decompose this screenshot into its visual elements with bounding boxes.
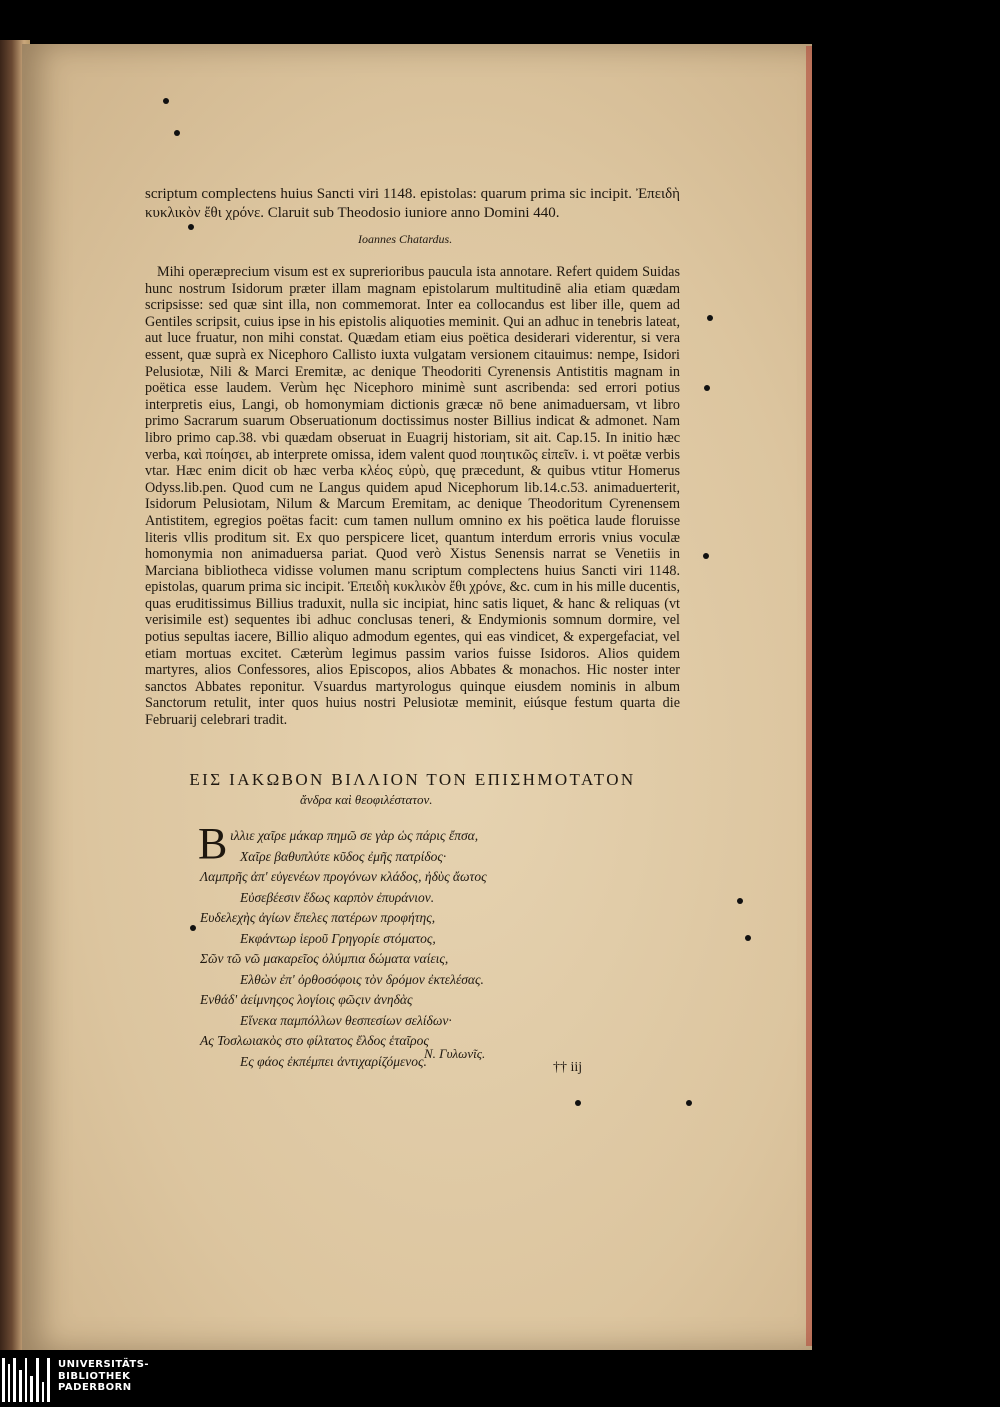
logo-line: PADERBORN [58,1382,132,1393]
ink-spot [745,935,751,941]
poem-line: Ευδελεχὴς ἀγίων ἔπελες πατέρων προφήτης, [200,910,436,925]
poem-line: Ες φάος ἐκπέμπει ἀντιχαρίζόμενος. [240,1053,427,1069]
poem-line: Ας Τοσλωιακὸς στο φίλτατος ἔλδος ἑταῖρος [200,1033,429,1048]
top-paragraph: scriptum complectens huius Sancti viri 1148. epistolas: quarum prima sic incipit. Ἐπειδὴ κυκλικὸν ἔθι χρόνε. Claruit sub Theodosio iuniore anno Domini 440. [145,186,680,221]
ink-spot [163,98,169,104]
signature-mark: †† iij [553,1060,583,1075]
logo-line: BIBLIOTHEK [58,1370,131,1382]
ink-spot [707,315,713,321]
main-paragraph [145,264,680,729]
ink-spot [188,224,194,230]
poem-line: Ελθὼν ἐπ' ὀρθοσόφοις τὸν δρόμον ἐκτελέσας. [240,971,484,987]
poem-line: Εἵνεκα παμπόλλων θεσπεσίων σελίδων· [240,1012,452,1028]
poem-author: Ν. Γυλωνῖς. [424,1046,486,1061]
ink-spot [686,1100,692,1106]
library-logo-text [58,1359,149,1394]
ink-spot [704,385,710,391]
poem-subheading: ἄνδρα καὶ θεοφιλέστατον. [300,792,433,807]
signature: Ioannes Chatardus. [358,232,453,246]
library-logo-icon [2,1358,50,1402]
poem-line: Χαῖρε βαθυπλύτε κῦδος ἐμῆς πατρίδος· [240,848,447,864]
page-red-edge [806,46,812,1346]
main-paragraph-text: Mihi operæprecium visum est ex suprerioribus paucula ista annotare. Refert quidem Suidas hunc nostrum Isidorum præter illam magnam epistolarum multitudinē alia etiam quædam scripsisse: sed quæ sint illa, non commemorat. Inter ea collocandus est liber ille, quem ad Gentiles scripsit, cuius ipse in his epistolis aliquoties meminit. Qui an adhuc in tenebris lateat, aut luce fruatur, non mihi constat. Quædam etiam eius poëtica desiderari viderentur, si vera essent, quæ suprà ex Nicephoro Callisto iuxta vulgatam versionem citauimus: nempe, Isidori Pelusiotæ, Nili & Marci Eremitæ, ac denique Theodoriti Cyrenensis Antistitis magnam in poëtica esse laudem. Verùm hęc Nicephoro minimè sunt ascribenda: sed errori potius interpretis eius, Langi, ob homonymiam dictionis græcæ nō bene animaduersam, vt libro primo Sacrarum suarum Obseruationum doctissimus noster Billius indicat & admonet. Nam libro primo cap.38. vbi quædam obseruat in Euagrij historiam, sit ait. Cap.15. In initio hæc verba, καὶ ποίησει, ab interprete omissa, idem valent quod ποιητικῶς εἰπεῖν. i. vt poëtæ verbis vtar. Hæc enim dicit ob hæc verba κλέος εὐρὺ, quę præcedunt, & quibus vtitur Homerus Odyss.lib.pen. Quod cum ne Langus quidem apud Nicephorum lib.14.c.53. animaduerterit, Isidorum Pelusiotam, Nilum & Marcum Eremitam, ac denique Theodoritum Cyrenensem Antistitem, egregios poëtas facit: cum tamen nullum omnino ex his poëtica laude floruisse literis vllis proditum sit. Ex quo perspicere licet, quantum interdum erroris vnius voculæ homonymia non animaduersa pariat. Quod verò Xistus Senensis narrat se Venetiis in Marciana bibliotheca vidisse volumen manu scriptum complectens huius Sancti viri 1148. epistolas, quarum prima sic incipit. Ἐπειδὴ κυκλικὸν ἔθι χρόνε, &c. cum in his mille ducentis, quas eruditissimus Billius traduxit, nulla sic incipiat, hinc satis liquet, & hanc & reliquas (vt verisimile est) sequentes ibi adhuc conclusas teneri, & Endymionis somnum dormire, vel potius sepultas iacere, Billio aliquo admodum egentes, qui eas vindicet, & expergefaciat, vel etiam mortuas excitet. Cæterùm legimus passim varios fuisse Isidoros. Alios quidem martyres, alios Confessores, alios Episcopos, alios Abbates & monachos. Hic noster inter sanctos Abbates reponitur. Vsuardus martyrologus quinque eiusdem nominis in album Sanctorum retulit, inter quos huius nostri Pelusiotæ meminit, eiúsque festum quarta die Februarij celebrari tradit. [145,264,680,729]
ink-spot [703,553,709,559]
poem-dropcap: B [198,819,228,868]
logo-line: UNIVERSITÄTS- [58,1359,150,1370]
poem-line: Σῶν τῶ νῶ μακαρεῖος ὀλύμπια δώματα ναίεις, [200,951,449,966]
ink-spot [190,925,196,931]
poem-line: Εκφάντωρ ἱεροῦ Γρηγορίε στόματος, [240,930,436,946]
poem-line: Εὐσεβέεσιν ἔδως καρπὸν ἐπυράνιον. [240,889,435,905]
ink-spot [174,130,180,136]
ink-spot [737,898,743,904]
ink-spot [575,1100,581,1106]
poem-line: ιλλιε χαῖρε μάκαρ πημῶ σε γὰρ ὡς πάρις ἔπσα, [230,828,479,843]
poem-line: Λαμπρῆς ἀπ' εὐγενέων προγόνων κλάδος, ἠδὺς ἄωτος [200,869,487,884]
poem-heading: ΕΙΣ ΙΑΚΩΒΟΝ ΒΙΛΛΙΟΝ ΤΟΝ ΕΠΙΣΗΜΟΤΑΤΟΝ [189,770,636,789]
poem-line: Ενθάδ' ἀείμνηςος λογίοις φῶςιν ἀνηδὰς [200,992,413,1007]
poem [198,819,620,1072]
